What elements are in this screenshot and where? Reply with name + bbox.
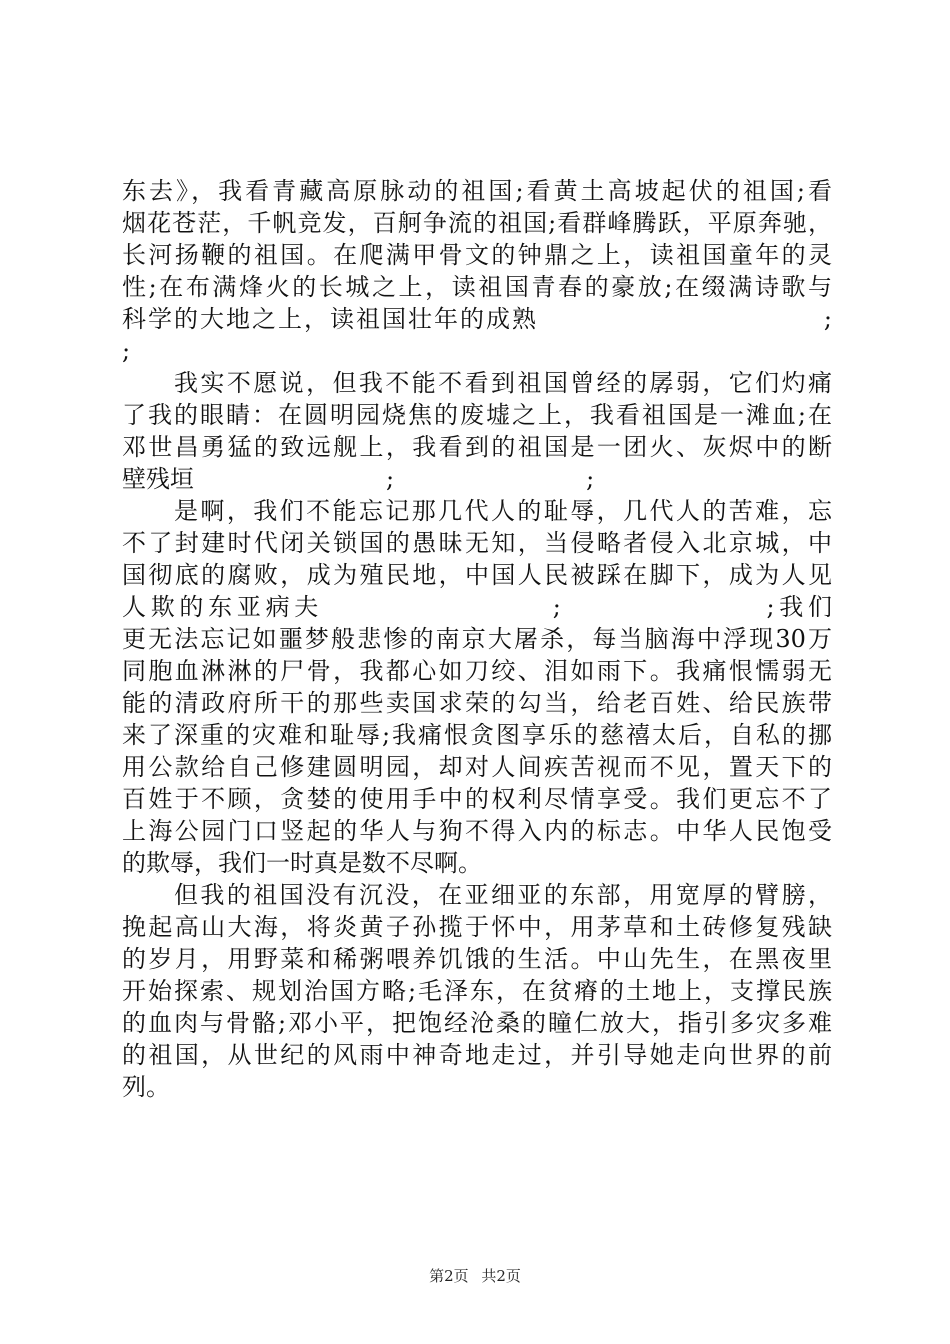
text-line: 不了封建时代闭关锁国的愚昧无知，当侵略者侵入北京城，中 bbox=[122, 529, 832, 557]
text-line: 挽起高山大海，将炎黄子孙揽于怀中，用茅草和土砖修复残缺 bbox=[122, 913, 832, 941]
paragraph-first-line: 我实不愿说，但我不能不看到祖国曾经的孱弱，它们灼痛 bbox=[174, 369, 832, 397]
paragraph-first-line: 是啊，我们不能忘记那几代人的耻辱，几代人的苦难，忘 bbox=[174, 497, 832, 525]
text-line: 烟花苍茫，千帆竞发，百舸争流的祖国;看群峰腾跃，平原奔驰， bbox=[122, 209, 832, 237]
text-line: 邓世昌勇猛的致远舰上，我看到的祖国是一团火、灰烬中的断 bbox=[122, 433, 832, 461]
text-line: 东去》，我看青藏高原脉动的祖国;看黄土高坡起伏的祖国;看 bbox=[122, 177, 832, 205]
text-line: 的血肉与骨骼;邓小平，把饱经沧桑的瞳仁放大，指引多灾多难 bbox=[122, 1009, 832, 1037]
text-line: 的欺辱，我们一时真是数不尽啊。 bbox=[122, 849, 482, 877]
text-line: 百姓于不顾，贪婪的使用手中的权利尽情享受。我们更忘不了 bbox=[122, 785, 832, 813]
text-line: 上海公园门口竖起的华人与狗不得入内的标志。中华人民饱受 bbox=[122, 817, 832, 845]
text-line: 同胞血淋淋的尸骨，我都心如刀绞、泪如雨下。我痛恨懦弱无 bbox=[122, 657, 832, 685]
text-line: 科学的大地之上，读祖国壮年的成熟 ; bbox=[122, 305, 832, 333]
text-line: 壁残垣 ; ; bbox=[122, 465, 595, 493]
text-line: 能的清政府所干的那些卖国求荣的勾当，给老百姓、给民族带 bbox=[122, 689, 832, 717]
text-line: 性;在布满烽火的长城之上，读祖国青春的豪放;在缀满诗歌与 bbox=[122, 273, 832, 301]
text-line: 开始探索、规划治国方略;毛泽东，在贫瘠的土地上，支撑民族 bbox=[122, 977, 832, 1005]
text-line: 人欺的东亚病夫 ; ;我们 bbox=[122, 593, 832, 621]
page-total: 共2页 bbox=[481, 1267, 521, 1285]
text-line: 的祖国，从世纪的风雨中神奇地走过，并引导她走向世界的前 bbox=[122, 1041, 832, 1069]
document-body bbox=[122, 175, 832, 1103]
text-line: 的岁月，用野菜和稀粥喂养饥饿的生活。中山先生，在黑夜里 bbox=[122, 945, 832, 973]
text-line: 了我的眼睛：在圆明园烧焦的废墟之上，我看祖国是一滩血;在 bbox=[122, 401, 832, 429]
text-line: 长河扬鞭的祖国。在爬满甲骨文的钟鼎之上，读祖国童年的灵 bbox=[122, 241, 832, 269]
text-line: 更无法忘记如噩梦般悲惨的南京大屠杀，每当脑海中浮现30万 bbox=[122, 625, 832, 653]
text-line: ; bbox=[122, 337, 131, 365]
text-line: 来了深重的灾难和耻辱;我痛恨贪图享乐的慈禧太后，自私的挪 bbox=[122, 721, 832, 749]
page-footer bbox=[0, 1266, 950, 1286]
text-line: 用公款给自己修建圆明园，却对人间疾苦视而不见，置天下的 bbox=[122, 753, 832, 781]
text-line: 列。 bbox=[122, 1073, 170, 1101]
text-line: 国彻底的腐败，成为殖民地，中国人民被踩在脚下，成为人见 bbox=[122, 561, 832, 589]
paragraph-first-line: 但我的祖国没有沉没，在亚细亚的东部，用宽厚的臂膀， bbox=[174, 881, 832, 909]
page-number: 第2页 bbox=[429, 1267, 469, 1285]
